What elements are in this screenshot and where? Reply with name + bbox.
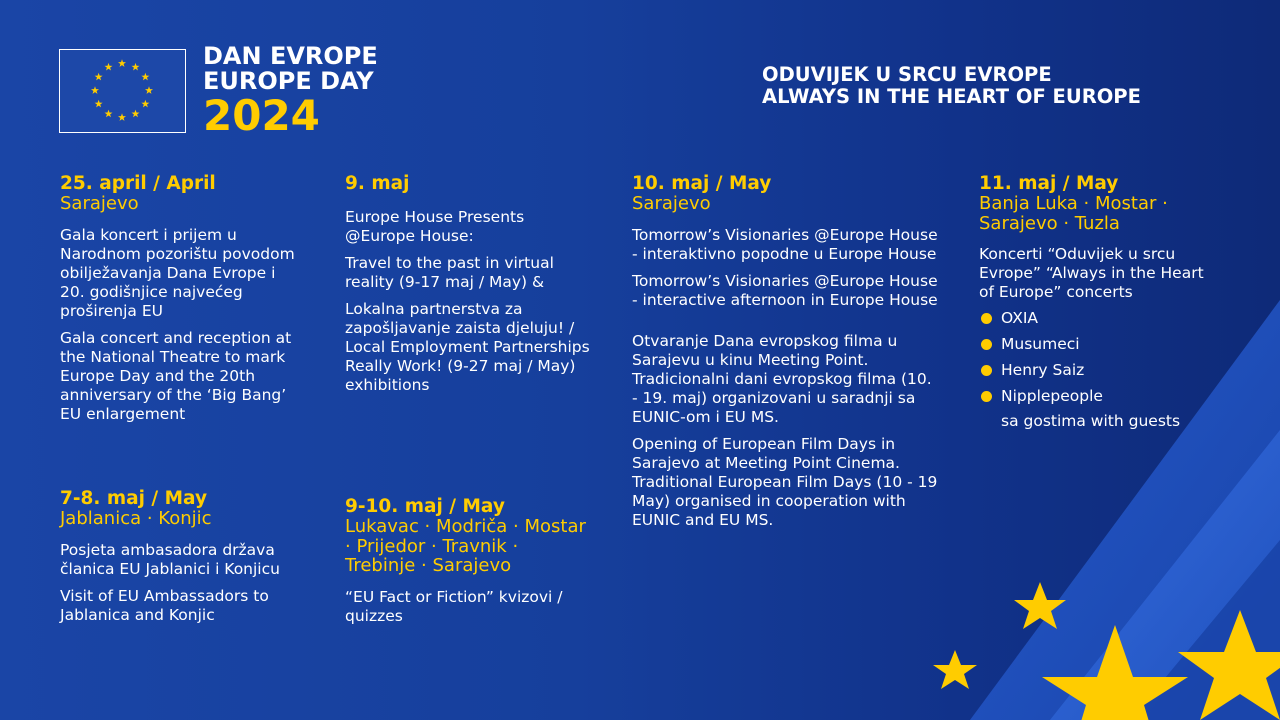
flag-star-icon: [95, 100, 103, 108]
artist-name: Nipplepeople: [1001, 387, 1103, 405]
slogan-block: [762, 64, 1141, 108]
slogan-en: ALWAYS IN THE HEART OF EUROPE: [762, 85, 1141, 108]
event-25-april: [60, 174, 300, 424]
event-location: Jablanica · Konjic: [60, 508, 212, 529]
artist-name: Musumeci: [1001, 335, 1080, 353]
flag-star-icon: [118, 59, 126, 67]
event-location: Sarajevo: [632, 193, 711, 214]
event-description-en: Visit of EU Ambassadors to Jablanica and Konjic: [60, 586, 269, 624]
event-title-block: [203, 44, 378, 138]
event-date: 11. maj / May: [979, 173, 1119, 194]
flag-star-icon: [132, 110, 140, 118]
event-description-bs: Posjeta ambasadora država članica EU Jablanici i Konjicu: [60, 540, 280, 578]
title-bs: DAN EVROPE: [203, 42, 378, 70]
schedule-column-1-lower: [60, 489, 300, 633]
event-9-may: [345, 174, 590, 395]
flag-star-icon: [141, 100, 149, 108]
event-paragraph: Tomorrow’s Visionaries @Europe House - interactive afternoon in Europe House: [632, 271, 938, 309]
decorative-corner-graphic: [900, 280, 1280, 720]
event-date: 9. maj: [345, 173, 410, 194]
star-icon: [933, 650, 977, 689]
flag-star-icon: [132, 63, 140, 71]
event-paragraph: Otvaranje Dana evropskog filma u Sarajevu u kinu Meeting Point. Tradicionalni dani evropskog filma (10. - 19. maj) organizovani u saradnji sa EUNIC-om i EU MS.: [632, 331, 932, 426]
event-paragraph: Tomorrow’s Visionaries @Europe House - interaktivno popodne u Europe House: [632, 225, 938, 263]
schedule-column-3: [632, 174, 942, 538]
event-date: 7-8. maj / May: [60, 488, 208, 509]
event-location: Lukavac · Modriča · Mostar · Prijedor · Travnik · Trebinje · Sarajevo: [345, 516, 586, 576]
event-paragraph: Travel to the past in virtual reality (9-17 maj / May) &: [345, 254, 554, 291]
slogan-bs: ODUVIJEK U SRCU EVROPE: [762, 63, 1052, 86]
schedule-column-1: [60, 174, 300, 432]
event-year: 2024: [203, 91, 320, 140]
event-7-8-may: [60, 489, 300, 625]
artist-name: OXIA: [1001, 309, 1039, 327]
event-description-en: Gala concert and reception at the National Theatre to mark Europe Day and the 20th anniversary of the ‘Big Bang’ EU enlargement: [60, 328, 292, 423]
event-date: 10. maj / May: [632, 173, 772, 194]
event-9-10-may: [345, 497, 590, 626]
flag-star-icon: [95, 73, 103, 81]
schedule-column-2-lower: [345, 497, 590, 634]
event-location: Banja Luka · Mostar · Sarajevo · Tuzla: [979, 193, 1168, 234]
event-10-may: [632, 174, 942, 530]
event-paragraph: Opening of European Film Days in Sarajevo at Meeting Point Cinema. Traditional European Film Days (10 - 19 May) organised in cooperation with EUNIC and EU MS.: [632, 434, 938, 529]
flag-star-icon: [141, 73, 149, 81]
event-description-bs: Gala koncert i prijem u Narodnom pozorištu povodom obilježavanja Dana Evrope i 20. godišnjice najvećeg proširenja EU: [60, 225, 295, 320]
event-description: “EU Fact or Fiction” kvizovi / quizzes: [345, 587, 563, 625]
title-en: EUROPE DAY: [203, 67, 374, 95]
event-paragraph: Lokalna partnerstva za zapošljavanje zaista djeluju! / Local Employment Partnerships Really Work! (9-27 maj / May) exhibitions: [345, 300, 590, 394]
flag-star-icon: [105, 110, 113, 118]
event-paragraph: Europe House Presents @Europe House:: [345, 208, 525, 245]
event-date: 9-10. maj / May: [345, 496, 505, 517]
flag-star-icon: [145, 86, 153, 94]
event-location: Sarajevo: [60, 193, 139, 214]
guests-note: sa gostima with guests: [1001, 412, 1181, 430]
schedule-column-2: [345, 174, 590, 403]
flag-star-icon: [105, 63, 113, 71]
artist-name: Henry Saiz: [1001, 361, 1085, 379]
event-description: Koncerti “Oduvijek u srcu Evrope” “Always in the Heart of Europe” concerts: [979, 245, 1204, 301]
event-date: 25. april / April: [60, 173, 216, 194]
flag-star-icon: [118, 113, 126, 121]
flag-star-icon: [91, 86, 99, 94]
eu-flag-icon: [59, 49, 186, 133]
